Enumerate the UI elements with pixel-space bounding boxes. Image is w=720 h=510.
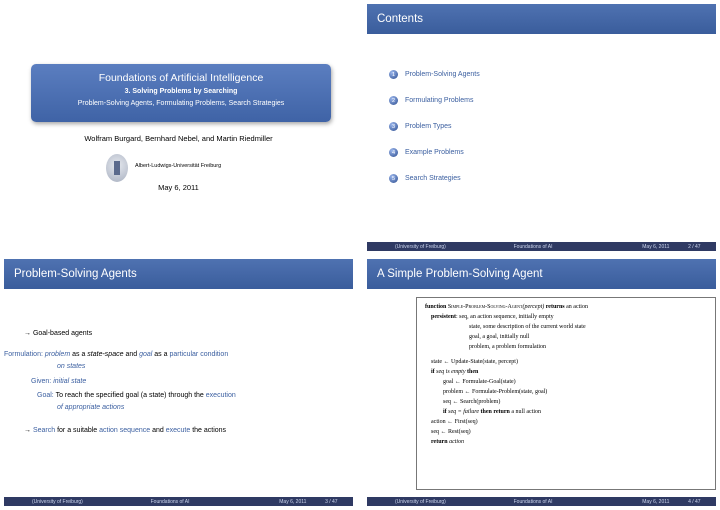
section-number-icon: 3 bbox=[389, 122, 398, 131]
footer-title: Foundations of AI bbox=[513, 498, 553, 505]
section-number-icon: 4 bbox=[389, 148, 398, 157]
toc-label: Formulating Problems bbox=[405, 97, 474, 104]
title-slide bbox=[4, 4, 353, 251]
goal-line-2: of appropriate actions bbox=[57, 404, 125, 411]
algo-goal-assign: goal ← Formulate-Goal(state) bbox=[443, 379, 516, 385]
toc-label: Example Problems bbox=[405, 149, 464, 156]
slide-title: A Simple Problem-Solving Agent bbox=[367, 259, 716, 289]
university-seal-icon bbox=[106, 154, 128, 182]
simple-agent-slide bbox=[367, 259, 716, 506]
toc-item[interactable] bbox=[389, 174, 461, 183]
algorithm-box bbox=[416, 297, 716, 490]
presentation-date: May 6, 2011 bbox=[158, 183, 199, 192]
algo-state-update: state ← Update-State(state, percept) bbox=[431, 359, 518, 365]
footer-page: 3 / 47 bbox=[325, 498, 338, 505]
slide-footer bbox=[367, 497, 716, 506]
toc-label: Problem Types bbox=[405, 123, 452, 130]
authors: Wolfram Burgard, Bernhard Nebel, and Martin Riedmiller bbox=[84, 134, 273, 143]
toc-item[interactable] bbox=[389, 96, 473, 105]
toc-label: Search Strategies bbox=[405, 175, 461, 182]
footer-title: Foundations of AI bbox=[513, 243, 553, 250]
slide-title: Problem-Solving Agents bbox=[4, 259, 353, 289]
goal-line: Goal: To reach the specified goal (a state) through the execution bbox=[37, 392, 236, 399]
section-number-icon: 1 bbox=[389, 70, 398, 79]
footer-title: Foundations of AI bbox=[150, 498, 190, 505]
algo-seq-search: seq ← Search(problem) bbox=[443, 399, 501, 405]
footer-page: 2 / 47 bbox=[688, 243, 701, 250]
footer-institution: (University of Freiburg) bbox=[395, 498, 446, 505]
footer-institution: (University of Freiburg) bbox=[32, 498, 83, 505]
title-box bbox=[31, 64, 331, 122]
slide-footer bbox=[367, 242, 716, 251]
toc-item[interactable] bbox=[389, 122, 452, 131]
presentation-subtitle: 3. Solving Problems by Searching bbox=[124, 88, 238, 95]
problem-solving-agents-slide bbox=[4, 259, 353, 506]
goal-based-agents: → Goal-based agents bbox=[24, 330, 93, 337]
algo-action-first: action ← First(seq) bbox=[431, 419, 478, 425]
algo-problem-assign: problem ← Formulate-Problem(state, goal) bbox=[443, 389, 548, 395]
search-line: → Search for a suitable action sequence and execute the actions bbox=[24, 427, 227, 434]
institute: Albert-Ludwigs-Universität Freiburg bbox=[135, 163, 222, 169]
footer-date: May 6, 2011 bbox=[279, 498, 307, 505]
footer-date: May 6, 2011 bbox=[642, 498, 670, 505]
formulation-line-2: on states bbox=[57, 363, 86, 370]
presentation-title: Foundations of Artificial Intelligence bbox=[98, 72, 264, 84]
footer-page: 4 / 47 bbox=[688, 498, 701, 505]
footer-date: May 6, 2011 bbox=[642, 243, 670, 250]
algo-problem-desc: problem, a problem formulation bbox=[469, 344, 546, 350]
slide-title: Contents bbox=[367, 4, 716, 34]
slide-footer bbox=[4, 497, 353, 506]
algo-return: return action bbox=[431, 439, 465, 445]
algo-persistent: persistent: seq, an action sequence, initially empty bbox=[431, 314, 554, 320]
formulation-line: Formulation: problem as a state-space and goal as a particular condition bbox=[4, 351, 229, 358]
given-line: Given: initial state bbox=[31, 378, 87, 385]
algo-goal-desc: goal, a goal, initially null bbox=[469, 334, 530, 340]
section-number-icon: 2 bbox=[389, 96, 398, 105]
footer-institution: (University of Freiburg) bbox=[395, 243, 446, 250]
presentation-topics: Problem-Solving Agents, Formulating Problems, Search Strategies bbox=[77, 100, 285, 107]
algo-if-failure: if seq = failure then return a null action bbox=[443, 409, 542, 415]
toc-item[interactable] bbox=[389, 70, 480, 79]
algo-signature: function Simple-Problem-Solving-Agent(percept) returns an action bbox=[425, 304, 588, 310]
contents-slide bbox=[367, 4, 716, 251]
toc-label: Problem-Solving Agents bbox=[405, 71, 480, 78]
algo-state-desc: state, some description of the current world state bbox=[469, 324, 586, 330]
toc-item[interactable] bbox=[389, 148, 464, 157]
section-number-icon: 5 bbox=[389, 174, 398, 183]
algo-if-empty: if seq is empty then bbox=[431, 369, 479, 375]
algo-seq-rest: seq ← Rest(seq) bbox=[431, 429, 471, 435]
